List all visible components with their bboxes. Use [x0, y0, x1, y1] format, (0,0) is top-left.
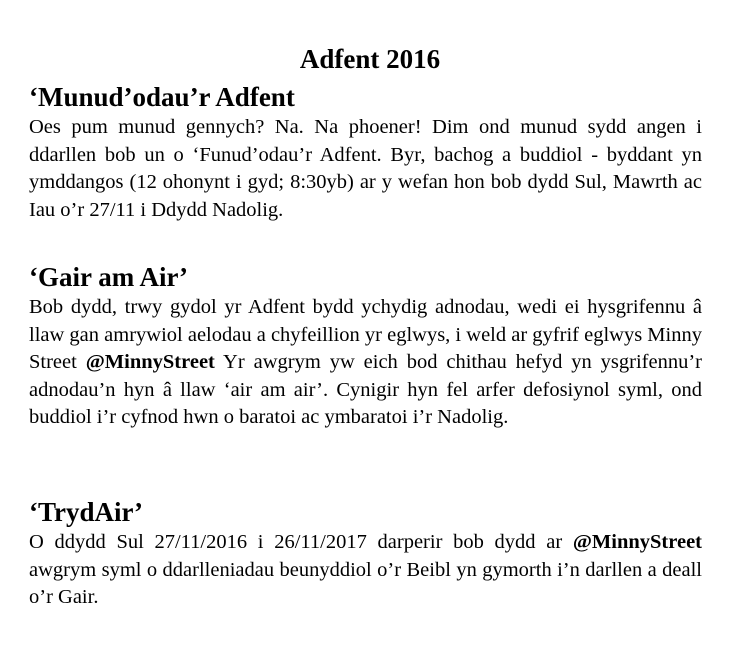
section-heading-gair-am-air: ‘Gair am Air’: [29, 262, 188, 292]
section-body-gair-am-air: [29, 294, 702, 432]
body-text-part2: Yr awgrym yw eich bod chithau hefyd yn ysgrifennu’r adnodau’n hyn â llaw ‘air am air’. Cynigir hyn fel arfer defosiynol syml, ond buddiol i’r cyfnod hwn o baratoi ac ymbaratoi i’r Nadolig.: [29, 351, 702, 428]
twitter-handle: @MinnyStreet: [572, 531, 702, 553]
section-gair-am-air: [29, 260, 702, 432]
section-heading-trydair: ‘TrydAir’: [29, 497, 143, 527]
body-text-part2: awgrym syml o ddarlleniadau beunyddiol o’r Beibl yn gymorth i’n darllen a deall o’r Gair.: [29, 558, 702, 608]
body-text-part1: Bob dydd, trwy gydol yr Adfent bydd ychydig adnodau, wedi ei hysgrifennu â llaw gan amrywiol aelodau a chyfeillion yr eglwys, i weld ar gyfrif eglwys Minny Street: [29, 296, 702, 373]
body-text-part1: O ddydd Sul 27/11/2016 i 26/11/2017 darperir bob dydd ar: [29, 531, 573, 553]
section-body-munudodau: Oes pum munud gennych? Na. Na phoener! Dim ond munud sydd angen i ddarllen bob un o ‘Funud’odau’r Adfent. Byr, bachog a buddiol - byddant yn ymddangos (12 ohonynt i gyd; 8:30yb) ar y wefan hon bob dydd Sul, Mawrth ac Iau o’r 27/11 i Ddydd Nadolig.: [29, 116, 702, 221]
page-title: Adfent 2016: [299, 44, 441, 74]
section-heading-munudodau: ‘Munud’odau’r Adfent: [29, 82, 295, 112]
section-trydair: [29, 495, 702, 612]
twitter-handle: @MinnyStreet: [85, 351, 215, 373]
section-munudodau: [29, 80, 702, 224]
section-body-trydair: [29, 529, 702, 612]
